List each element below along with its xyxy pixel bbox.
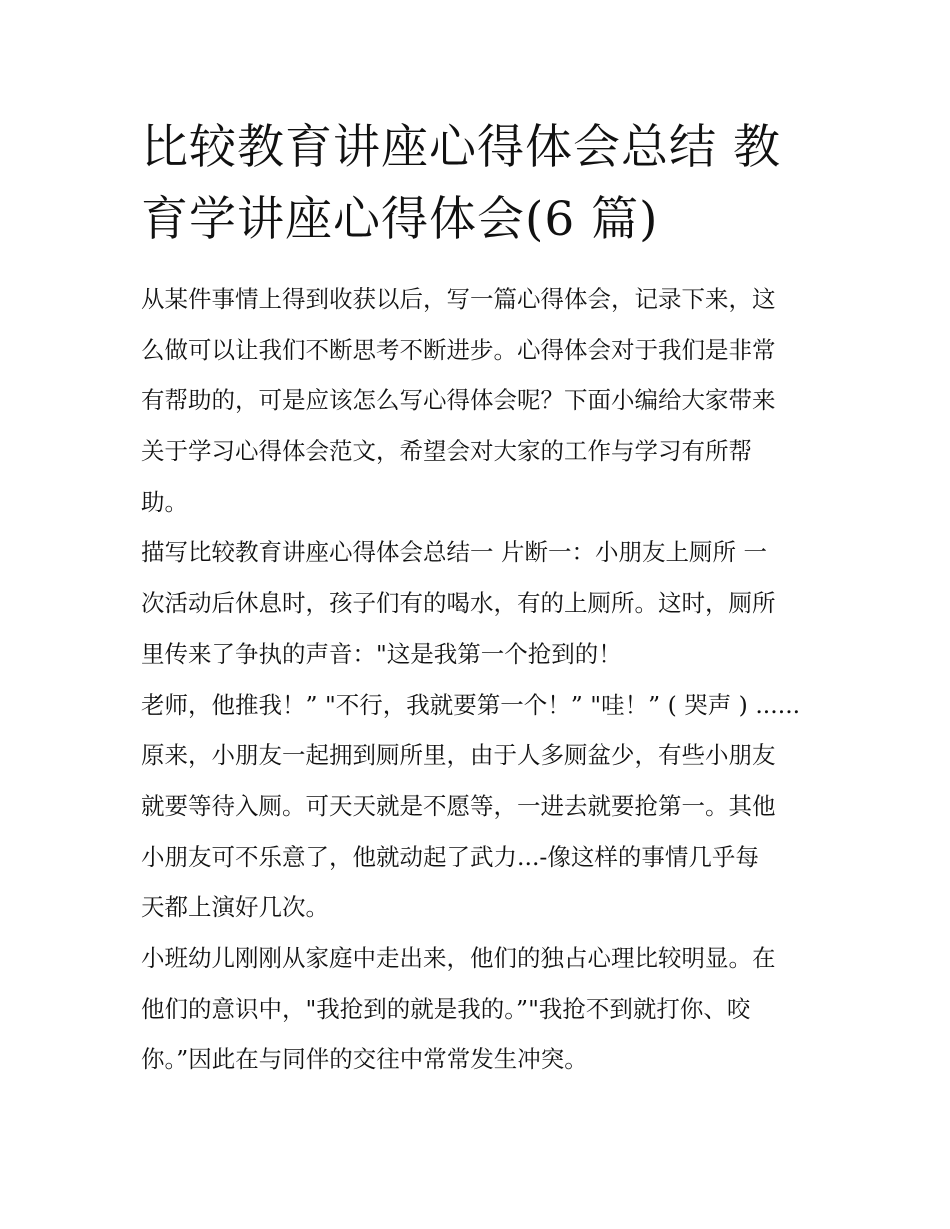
paragraph-line: 老师，他推我！” "不行，我就要第一个！” "哇！” ( 哭声 ) ...... <box>141 690 801 719</box>
paragraph-line: 助。 <box>141 487 188 516</box>
paragraph-line: 关于学习心得体会范文，希望会对大家的工作与学习有所帮 <box>141 437 752 466</box>
paragraph-line: 小朋友可不乐意了，他就动起了武力...-像这样的事情几乎每 <box>141 842 759 871</box>
paragraph-line: 里传来了争执的声音："这是我第一个抢到的！ <box>141 639 622 668</box>
paragraph-line: 小班幼儿刚刚从家庭中走出来，他们的独占心理比较明显。在 <box>141 943 776 972</box>
paragraph-line: 他们的意识中，"我抢到的就是我的。”"我抢不到就打你、咬 <box>141 994 751 1023</box>
title-line: 比较教育讲座心得体会总结 教 <box>141 120 781 175</box>
title-line: 育学讲座心得体会(6 篇) <box>141 192 659 247</box>
paragraph-line: 次活动后休息时，孩子们有的喝水，有的上厕所。这时，厕所 <box>141 589 776 618</box>
document-title <box>141 112 831 256</box>
paragraph-line: 你。”因此在与同伴的交往中常常发生冲突。 <box>141 1045 588 1074</box>
paragraph-line: 就要等待入厕。可天天就是不愿等，一进去就要抢第一。其他 <box>141 791 776 820</box>
paragraph-line: 么做可以让我们不断思考不断进步。心得体会对于我们是非常 <box>141 335 776 364</box>
paragraph-line: 描写比较教育讲座心得体会总结一 片断一：小朋友上厕所 一 <box>141 538 767 567</box>
document-body <box>141 274 831 1085</box>
paragraph-line: 从某件事情上得到收获以后，写一篇心得体会，记录下来，这 <box>141 285 776 313</box>
paragraph-line: 有帮助的，可是应该怎么写心得体会呢？下面小编给大家带来 <box>141 386 776 415</box>
paragraph-line: 原来，小朋友一起拥到厕所里，由于人多厕盆少，有些小朋友 <box>141 741 776 770</box>
paragraph-line: 天都上演好几次。 <box>141 893 329 922</box>
